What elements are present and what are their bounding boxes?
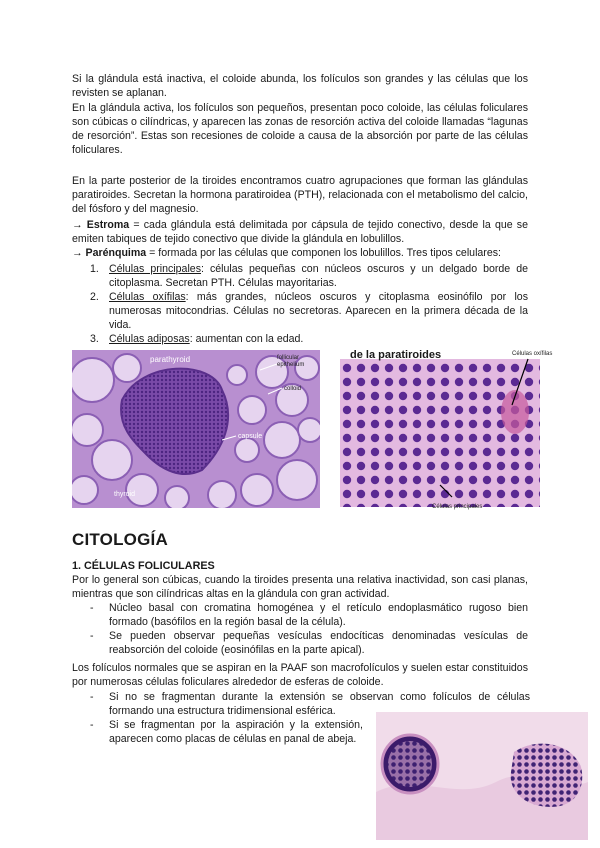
label-epithelium: epithelium: [277, 362, 305, 368]
paragraph-parathyroid-intro: En la parte posterior de la tiroides encontramos cuatro agrupaciones que forman las glándulas paratiroides. Secretan la hormona paratiroidea (PTH), relacionada con el metabolismo del calcio, del fósforo y del magnesio.: [72, 175, 528, 215]
micrograph-image: [376, 712, 588, 840]
list-item: 2. Células oxífilas: más grandes, núcleos oscuros y citoplasma eosinófilo por los numerosas mitocondrias. Células no secretoras. Aparecen en la primera década de la vida.: [90, 291, 528, 331]
parenquima-text: = formada por las células que componen los lobulillos. Tres tipos celulares:: [146, 247, 501, 259]
parenquima-line: [72, 246, 528, 260]
label-colloid: colloid: [284, 386, 302, 392]
cell-type-name: Células principales: [109, 263, 201, 275]
list-item: 1. Células principales: células pequeñas con núcleos oscuros y un delgado borde de citoplasma. Secretan PTH. Células mayoritarias.: [90, 263, 528, 289]
cell-type-list: [72, 262, 528, 346]
paragraph-inactive-gland: Si la glándula está inactiva, el coloide abunda, los folículos son grandes y las células que los revisten se aplanan.: [72, 73, 528, 99]
micrograph-image: [72, 350, 320, 508]
paragraph-active-gland: En la glándula activa, los folículos son pequeños, presentan poco coloide, las células foliculares son cúbicas o cilíndricas, y aparecen las zonas de resorción activa del coloide llamadas “lagunas de resorción”. Estas son recesiones de coloide a causa de la absorción por parte de las células foliculares.: [72, 102, 528, 156]
list-item: - Núcleo basal con cromatina homogénea y el retículo endoplasmático rugoso bien formado (basófilos en la región basal de la célula).: [90, 602, 528, 628]
label-parathyroid: parathyroid: [150, 355, 191, 364]
list-item: - Se pueden observar pequeñas vesículas endocíticas denominadas vesículas de reabsorción del coloide (eosinófilas en la parte apical).: [90, 630, 528, 656]
arrow-icon: →: [72, 247, 83, 259]
label-celulas-oxifilas: Células oxífilas: [512, 351, 553, 357]
overlay-title: de la paratiroides: [350, 349, 442, 361]
subsection-heading-celulas-foliculares: 1. CÉLULAS FOLICULARES: [72, 560, 215, 572]
section-heading-citologia: CITOLOGÍA: [72, 530, 168, 549]
estroma-text: = cada glándula está delimitada por cápsula de tejido conectivo, desde la que se emiten tabiques de tejido conectivo que divide la glándula en lobulillos.: [72, 219, 528, 245]
list-item: 3. Células adiposas: aumentan con la edad.: [90, 333, 304, 345]
paragraph-follicular-shape: Por lo general son cúbicas, cuando la tiroides presenta una relativa inactividad, son casi planas, mientras que son cilíndricas altas en la glándula con gran actividad.: [72, 574, 528, 600]
follicular-features-list: [72, 601, 528, 657]
cytology-micrograph: [376, 712, 588, 840]
estroma-term: Estroma: [86, 219, 130, 231]
cell-type-name: Células oxífilas: [109, 291, 186, 303]
parathyroid-cells-micrograph: [340, 347, 563, 511]
list-item: - Si se fragmentan por la aspiración y la extensión, aparecen como placas de células en panal de abeja.: [90, 719, 363, 745]
cell-type-name: Células adiposas: [109, 333, 190, 345]
list-item: - Si no se fragmentan durante la extensión se observan como folículos de células formando una estructura tridimensional esférica.: [90, 691, 530, 717]
paragraph-paaf: Los folículos normales que se aspiran en la PAAF son macrofolículos y suelen estar constituidos por numerosas células foliculares alrededor de esferas de coloide.: [72, 662, 528, 688]
label-capsule: capsule: [238, 433, 263, 440]
parathyroid-thyroid-micrograph: [72, 350, 320, 508]
arrow-icon: →: [72, 219, 83, 231]
label-follicular: follicular: [277, 355, 300, 361]
estroma-line: [72, 218, 528, 246]
label-thyroid: thyroid: [114, 491, 136, 498]
parenquima-term: Parénquima: [85, 247, 147, 259]
micrograph-image: [340, 347, 563, 511]
label-celulas-principales: Células principales: [432, 504, 483, 510]
